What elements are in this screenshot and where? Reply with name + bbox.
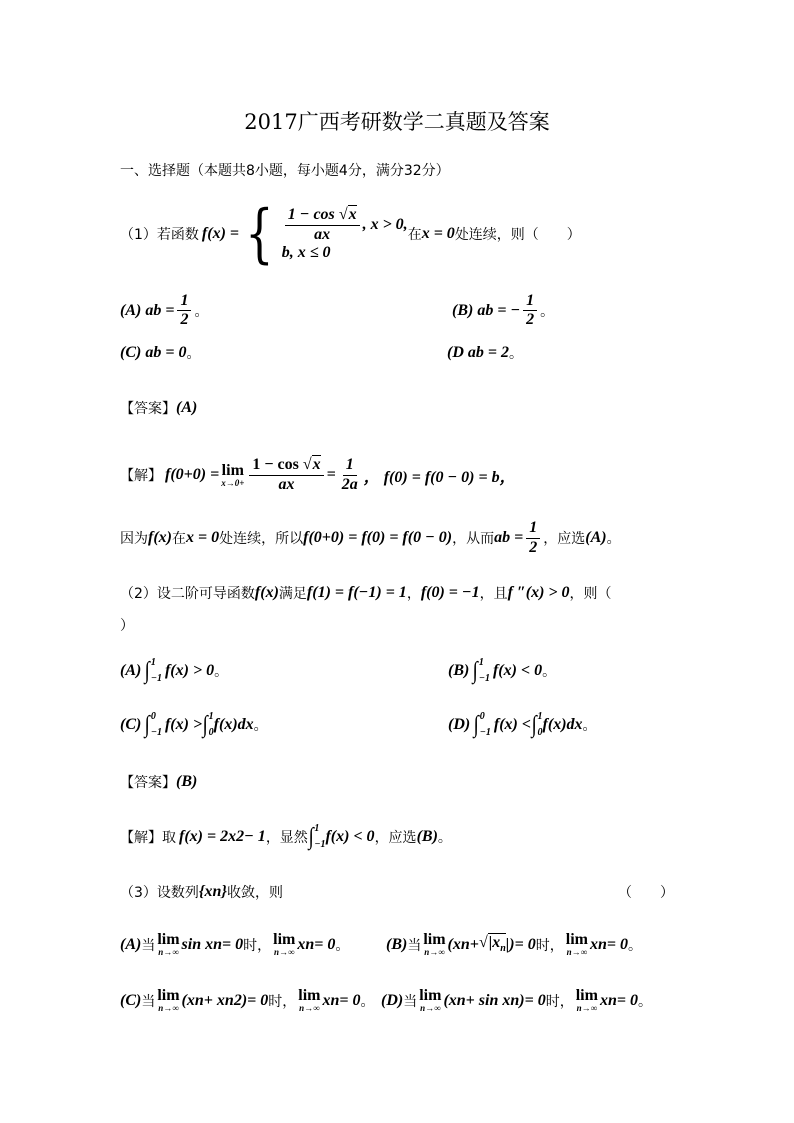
- q3-opt-b-expr1: (x: [447, 935, 461, 953]
- q1-brace: {: [245, 197, 274, 271]
- q1-opt-a-den: 2: [180, 311, 189, 329]
- q1-because-den: 2: [529, 538, 538, 556]
- q3-opt-b-period: 。: [628, 937, 643, 954]
- q3-opt-b-expr2: +: [469, 935, 479, 953]
- q1-cases: $\frac{1 - \cos √x}{ax}$ , x > 0, b, x ≤ 0: [281, 206, 408, 261]
- q3-opt-d-lim2: lim: [575, 987, 598, 1004]
- q2-option-c: [120, 712, 268, 738]
- q1-because-fx: f(x): [148, 529, 172, 546]
- q3-opt-c-expr1: (x: [181, 991, 195, 1009]
- q2-sol-f: f(x) = 2x: [179, 828, 237, 845]
- q1-sol-tail: ， f(0) = f(0 − 0) = b，: [363, 468, 516, 486]
- q2-cond2: f(0) = −1: [420, 584, 480, 601]
- q1-sol-rad: x: [312, 456, 321, 474]
- q1-option-a: [120, 292, 208, 330]
- q3-opt-a-lim: lim: [157, 931, 180, 948]
- q2-end: ，则（: [569, 586, 612, 602]
- q1-because-x0: x = 0: [185, 529, 220, 546]
- q2-opt-d-period: 。: [582, 718, 597, 734]
- q3-opt-b-shi: 时，: [535, 937, 564, 954]
- q3-opt-a-lim-sub: n→∞: [158, 947, 179, 957]
- q2-answer-value: (B): [176, 773, 198, 790]
- q2-opt-d-lower-1: −1: [479, 727, 491, 738]
- q3-opt-c-period: 。: [360, 993, 375, 1010]
- q1-sol-den: ax: [278, 475, 295, 493]
- q1-sol-r-num: 1: [343, 456, 357, 475]
- q2-opt-a-lower: −1: [150, 673, 162, 684]
- q1-because-2: 在: [171, 531, 186, 547]
- q3-opt-c-shi: 时，: [268, 993, 297, 1010]
- q3-opt-a-lim2: lim: [273, 931, 296, 948]
- q1-answer-value: (A): [176, 399, 198, 416]
- q2-number: （2）设二阶可导函数: [120, 586, 255, 602]
- q1-opt-b-num: 1: [523, 292, 537, 311]
- q3-opt-a-sub: n: [213, 935, 223, 953]
- q2-sol-int-expr: f(x) < 0: [325, 828, 375, 845]
- q2-opt-a-integral: ∫ 1 −1: [144, 657, 162, 684]
- q3-option-b: (B) 当 lim n→∞ (x n + $√|x_n$ |) = 0 时， lim n→∞ x n = 0 。: [386, 931, 643, 957]
- q1-because-end: 。: [606, 531, 621, 547]
- q2-opt-d-upper-1: 0: [479, 711, 485, 722]
- q3-opt-d-lim: lim: [419, 987, 442, 1004]
- q1-because-3: 处连续，所以: [219, 531, 304, 547]
- q2-opt-b-period: 。: [542, 664, 557, 680]
- q2-sol-mid: ，显然: [265, 830, 308, 846]
- q2-opt-c-period: 。: [253, 718, 268, 734]
- q3-opt-c-expr2: + x: [203, 991, 225, 1009]
- q3-opt-d-eq0: = 0: [524, 991, 546, 1009]
- q3-opt-a-shi: 时，: [243, 937, 272, 954]
- q2-opt-d-expr2: f(x)dx: [542, 716, 583, 733]
- question-1: [120, 198, 581, 270]
- q1-because-eq: f(0+0) = f(0) = f(0 − 0): [303, 529, 453, 546]
- q2-sol-integral: ∫ 1 −1: [308, 823, 326, 850]
- q3-seq: {x: [198, 883, 213, 900]
- q3-opt-a-xn: x: [297, 935, 306, 953]
- q2-mid1: 满足: [278, 586, 307, 602]
- q3-opt-a-lim2-sub: n→∞: [274, 947, 295, 957]
- q3-option-d: [381, 988, 652, 1013]
- q3-opt-c-xn: x: [322, 991, 331, 1009]
- q3-opt-d-sub1: n: [456, 991, 466, 1009]
- q1-opt-b-label: (B) ab = −: [452, 301, 521, 319]
- question-2: [120, 583, 612, 603]
- q3-opt-c-lim: lim: [157, 987, 180, 1004]
- q1-answer: [120, 398, 197, 418]
- q3-opt-b-lim: lim: [423, 931, 446, 948]
- q3-opt-c-lim2-sub: n→∞: [299, 1003, 320, 1013]
- q1-tail-post: 处连续，则（ ）: [454, 227, 581, 243]
- q3-opt-b-sub1: n: [460, 935, 470, 953]
- q1-case1-rad: x: [348, 206, 357, 224]
- q3-opt-a-dang: 当: [141, 937, 156, 954]
- q2-opt-c-lower-1: −1: [150, 727, 162, 738]
- q3-opt-b-xn: x: [589, 935, 598, 953]
- q3-opt-b-label: (B): [386, 935, 408, 953]
- q2-opt-b-expr: f(x) < 0: [492, 662, 543, 679]
- q1-case1-cond: , x > 0,: [362, 216, 408, 233]
- q1-opt-c-expr: (C) ab = 0: [120, 344, 187, 361]
- q3-opt-a-eq0-2: = 0: [314, 935, 336, 953]
- q3-opt-c-eq0: = 0: [247, 991, 269, 1009]
- q2-opt-a-upper: 1: [150, 657, 156, 668]
- q3-opt-d-shi: 时，: [545, 993, 574, 1010]
- q2-opt-a-period: 。: [214, 664, 229, 680]
- q3-opt-a-eq0: = 0: [222, 935, 244, 953]
- q3-opt-b-lim2-sub: n→∞: [566, 947, 588, 957]
- q1-case2: b, x ≤ 0: [281, 243, 331, 261]
- q3-opt-a-label: (A): [120, 935, 142, 953]
- q3-opt-b-eq0-2: = 0: [606, 935, 629, 953]
- q1-opt-a-period: 。: [194, 303, 209, 320]
- q1-sol-f: f(0+0) =: [165, 466, 220, 483]
- q2-end-paren: ）: [120, 618, 134, 634]
- q2-sol-label: 【解】取: [120, 830, 176, 846]
- q3-opt-a-period: 。: [335, 937, 350, 954]
- q3-opt-c-label: (C): [120, 991, 142, 1009]
- q3-opt-d-label: (D): [381, 991, 404, 1009]
- q3-opt-d-dang: 当: [403, 993, 418, 1010]
- q2-sol-upper: 1: [314, 823, 320, 834]
- q2-opt-c-upper-2: 1: [208, 711, 214, 722]
- q3-opt-d-period: 。: [637, 993, 652, 1010]
- q1-sol-num: 1 − cos: [252, 456, 299, 474]
- q3-opt-a-xn-sub: n: [305, 935, 315, 953]
- q1-option-c: [120, 343, 200, 363]
- section-heading: 一、选择题（本题共8小题，每小题4分，满分32分）: [120, 163, 450, 179]
- q3-opt-b-sub2: n: [500, 943, 506, 955]
- q1-because-num: 1: [526, 519, 540, 538]
- q1-opt-d-expr: (D ab = 2: [447, 344, 509, 361]
- q3-opt-a-expr: sin x: [181, 935, 214, 953]
- q3-opt-c-eq0-2: = 0: [339, 991, 361, 1009]
- q3-opt-b-dang: 当: [407, 937, 422, 954]
- q1-sol-lim: lim: [221, 461, 244, 479]
- q2-opt-c-expr1: f(x) >: [164, 716, 203, 733]
- q3-opt-c-sub1: n: [194, 991, 204, 1009]
- q2-opt-b-label: (B): [448, 662, 470, 679]
- q2-sol-period: 。: [437, 830, 452, 846]
- q1-solution: 【解】 f(0+0) = lim x→0+ $\frac{1 - \cos √x}{ax}$ = $\frac{1}{2a}$ ， f(0) = f(0 − 0) = b，: [120, 456, 516, 493]
- q1-answer-label: 【答案】: [120, 401, 176, 417]
- q3-option-c: [120, 988, 375, 1013]
- q2-opt-a-label: (A): [120, 662, 142, 679]
- q3-opt-d-lim-sub: n→∞: [420, 1003, 441, 1013]
- q2-sol-sup: 2: [236, 828, 245, 845]
- q2-solution: [120, 824, 452, 850]
- question-3: [120, 882, 283, 902]
- q3-opt-b-xn-sub: n: [597, 935, 607, 953]
- q2-opt-b-lower: −1: [478, 673, 490, 684]
- q1-opt-b-period: 。: [540, 303, 555, 320]
- q1-because-ans: (A): [585, 529, 607, 546]
- q1-because-4: ，从而: [452, 531, 495, 547]
- q2-answer: [120, 772, 197, 792]
- q1-because-5: ，应选: [543, 531, 586, 547]
- q2-sol-ans: (B): [416, 828, 438, 845]
- q3-opt-c-expr3: ): [241, 991, 248, 1009]
- q1-sol-lim-sub: x→0+: [221, 477, 245, 488]
- q1-sol-r-den: 2a: [341, 475, 358, 493]
- q2-opt-c-integral-1: ∫ 0 −1: [144, 711, 162, 738]
- q1-number: （1）若函数: [120, 227, 199, 243]
- q3-opt-c-sub2: n: [224, 991, 234, 1009]
- q1-sol-eq: =: [326, 466, 336, 483]
- q1-case1-den: ax: [314, 225, 331, 243]
- q2-opt-a-expr: f(x) > 0: [164, 662, 215, 679]
- q2-opt-d-upper-2: 1: [537, 711, 543, 722]
- q2-sol-lower: −1: [314, 839, 326, 850]
- q1-because-1: 因为: [120, 531, 148, 547]
- q2-opt-d-expr1: f(x) <: [493, 716, 531, 733]
- q3-opt-d-expr2: + sin x: [465, 991, 511, 1009]
- q2-cond3: f ″(x) > 0: [507, 584, 570, 601]
- q1-opt-a-label: (A) ab =: [120, 301, 175, 319]
- q2-opt-d-lower-2: 0: [537, 727, 543, 738]
- q3-opt-b-lim2: lim: [565, 931, 588, 948]
- q3-opt-d-xn: x: [599, 991, 608, 1009]
- q3-option-a: [120, 932, 349, 957]
- q1-opt-c-period: 。: [186, 346, 201, 362]
- q1-sol-label: 【解】: [120, 468, 162, 484]
- q2-fx: f(x): [254, 584, 279, 601]
- q3-opt-c-sup: 2: [233, 991, 242, 1009]
- q1-fx: f(x) =: [201, 225, 240, 242]
- q1-case1-num: 1 − cos: [287, 206, 335, 224]
- q3-opt-c-dang: 当: [141, 993, 156, 1010]
- q2-option-b: [448, 658, 556, 684]
- q3-paren: （ ）: [618, 885, 674, 901]
- q2-sol-end: ，应选: [374, 830, 417, 846]
- q2-opt-d-label: (D): [448, 716, 471, 733]
- q1-option-d: [447, 343, 523, 363]
- q2-opt-c-label: (C): [120, 716, 142, 733]
- q3-mid: 收敛，则: [226, 885, 283, 901]
- q2-cond1: f(1) = f(−1) = 1: [306, 584, 407, 601]
- q2-option-d: [448, 712, 597, 738]
- q3-opt-d-expr3: ): [519, 991, 525, 1009]
- q3-opt-c-lim2: lim: [298, 987, 321, 1004]
- q3-opt-d-lim2-sub: n→∞: [576, 1003, 598, 1013]
- q3-opt-c-xn-sub: n: [330, 991, 340, 1009]
- q1-explanation: [120, 518, 621, 558]
- q1-opt-a-num: 1: [177, 292, 191, 311]
- q2-opt-c-upper-1: 0: [150, 711, 156, 722]
- q1-tail-x0: x = 0: [421, 225, 455, 242]
- q3-opt-d-eq0-2: = 0: [616, 991, 638, 1009]
- page-title: 2017广西考研数学二真题及答案: [244, 110, 550, 134]
- q3-seq-end: }: [221, 883, 227, 900]
- q1-option-b: [452, 292, 554, 330]
- q1-opt-b-den: 2: [526, 311, 535, 329]
- q3-opt-b-expr4: |): [505, 935, 515, 953]
- q3-seq-sub: n: [212, 883, 222, 900]
- q3-number: （3）设数列: [120, 885, 199, 901]
- q2-mid2: ，: [406, 586, 421, 602]
- q2-opt-c-expr2: f(x)dx: [213, 716, 254, 733]
- q2-mid3: ，且: [479, 586, 508, 602]
- q2-opt-d-integral-1: ∫ 0 −1: [473, 711, 491, 738]
- q2-opt-c-lower-2: 0: [208, 727, 214, 738]
- q1-tail-pre: 在: [407, 227, 422, 243]
- q2-opt-b-upper: 1: [478, 657, 484, 668]
- q3-opt-d-xn-sub: n: [607, 991, 617, 1009]
- q2-option-a: [120, 658, 228, 684]
- q3-opt-c-lim-sub: n→∞: [158, 1003, 179, 1013]
- q1-because-ab: ab =: [494, 529, 524, 546]
- q2-opt-b-integral: ∫ 1 −1: [472, 657, 490, 684]
- q3-opt-b-expr3: |x: [488, 934, 501, 952]
- q1-opt-d-period: 。: [509, 346, 523, 362]
- q2-opt-c-integral-2: ∫ 1 0: [202, 711, 214, 738]
- q2-answer-label: 【答案】: [120, 775, 176, 791]
- q2-sol-f2: − 1: [244, 828, 266, 845]
- q3-opt-d-expr1: (x: [443, 991, 457, 1009]
- q3-opt-d-sub2: n: [510, 991, 520, 1009]
- q2-opt-d-integral-2: ∫ 1 0: [531, 711, 543, 738]
- q3-opt-b-eq0: = 0: [514, 935, 536, 953]
- q3-opt-b-lim-sub: n→∞: [424, 947, 445, 957]
